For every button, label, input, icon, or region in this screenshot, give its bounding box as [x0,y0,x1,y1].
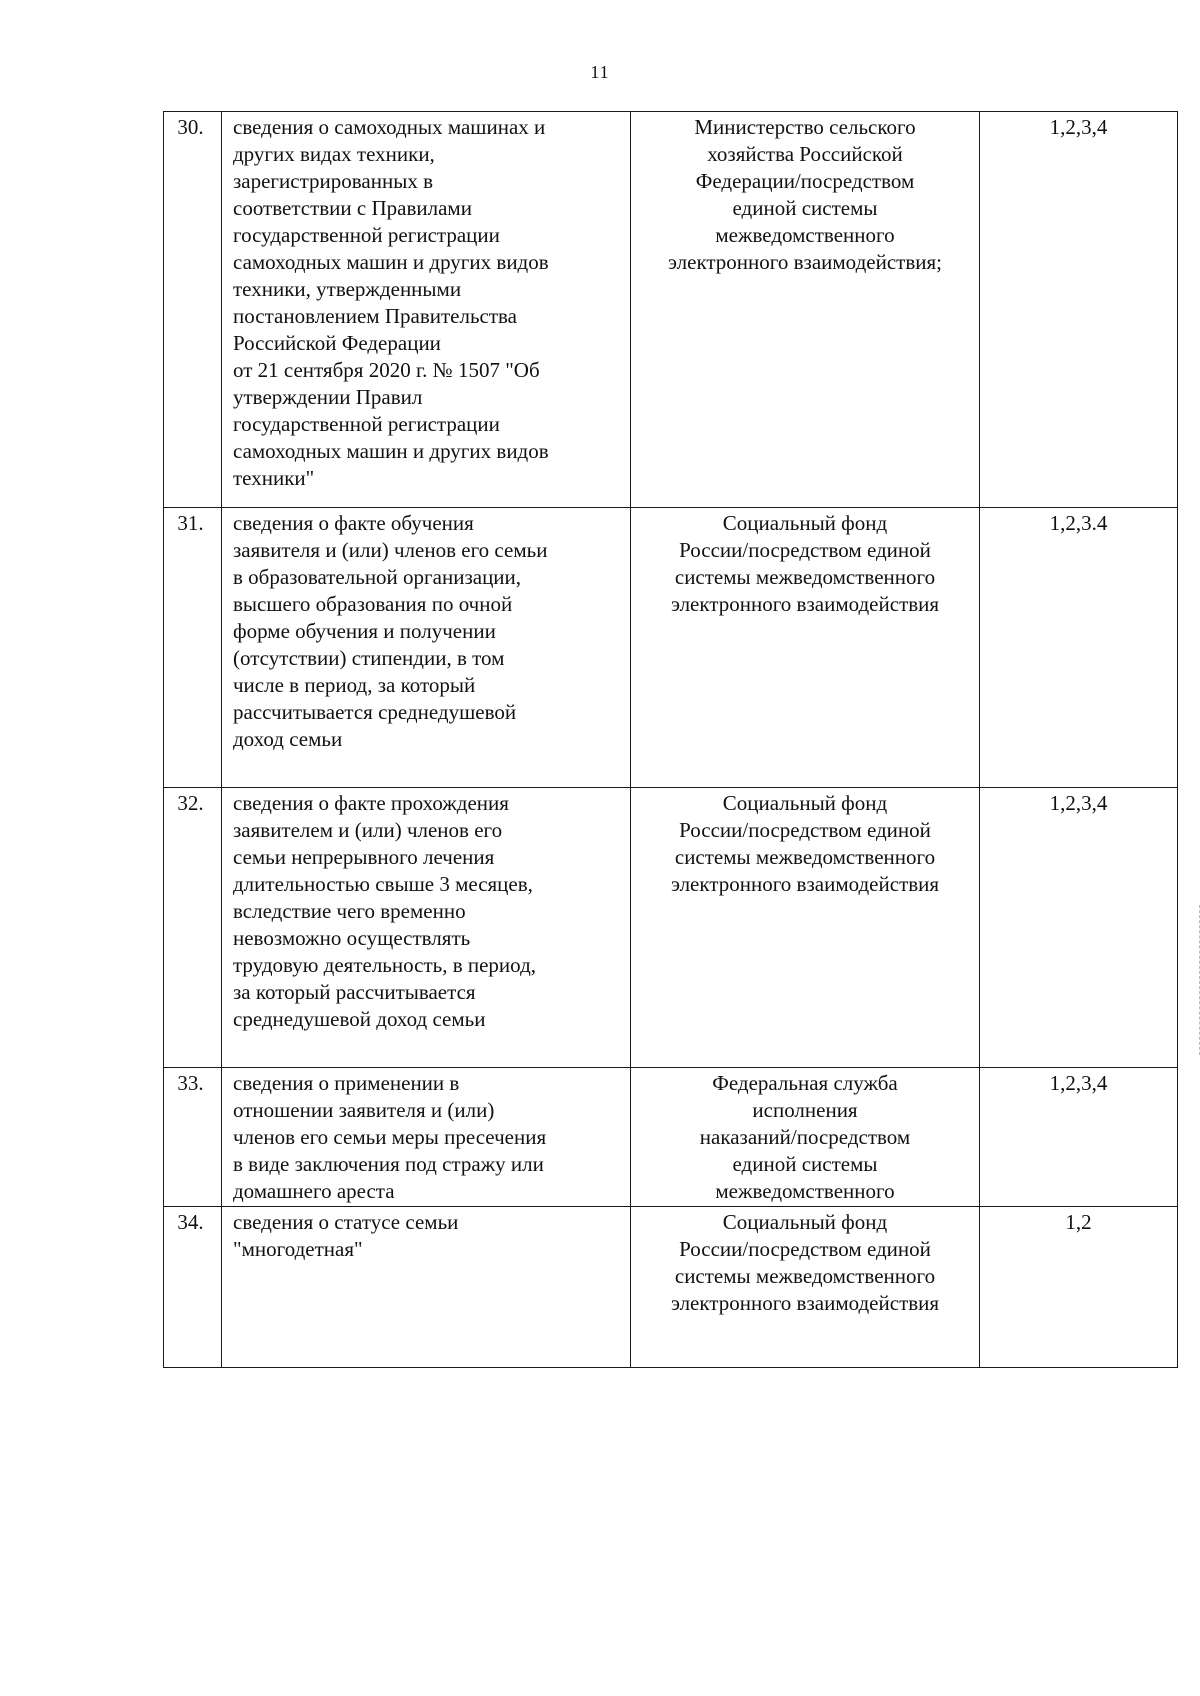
description-text: сведения о применении в отношении заявителя и (или) членов его семьи меры пресечения в виде заключения под стражу или домашнего ареста [233,1071,547,1203]
page-number: 11 [590,62,610,82]
description-cell [222,1068,631,1207]
codes-cell [980,112,1178,508]
row-number: 33. [177,1071,204,1095]
table-row [164,1068,1178,1207]
source-text: Федеральная служба исполнения наказаний/посредством единой системы межведомственного [699,1071,911,1202]
description-cell [222,112,631,508]
table-row [164,788,1178,1068]
description-text: сведения о статусе семьи "многодетная" [233,1210,459,1261]
source-text: Социальный фонд России/посредством единой системы межведомственного электронного взаимодействия [670,1210,940,1315]
data-table [163,111,1178,1368]
description-cell [222,788,631,1068]
codes-cell [980,788,1178,1068]
description-text: сведения о самоходных машинах и других видах техники, зарегистрированных в соответствии с Правилами государственной регистрации самоходных машин и других видов техники, утвержденными постановлением Правительства Российской Федерации от 21 сентября 2020 г. № 1507 "Об утверждении Правил государственной регистрации самоходных машин и других видов техники" [233,115,549,490]
description-text: сведения о факте обучения заявителя и (или) членов его семьи в образовательной организации, высшего образования по очной форме обучения и получении (отсутствии) стипендии, в том числе в период, за который рассчитывается среднедушевой доход семьи [233,511,548,751]
description-cell [222,1207,631,1368]
source-text: Социальный фонд России/посредством единой системы межведомственного электронного взаимодействия [670,791,940,896]
row-number-cell [164,1068,222,1207]
row-number-cell [164,112,222,508]
codes-text: 1,2,3,4 [1049,115,1108,139]
source-cell [631,788,980,1068]
row-number-cell [164,1207,222,1368]
codes-cell [980,508,1178,788]
source-cell [631,1068,980,1207]
row-number-cell [164,788,222,1068]
source-clip [635,1070,975,1202]
source-cell [631,508,980,788]
row-number-cell [164,508,222,788]
table-row [164,112,1178,508]
row-number: 30. [177,115,204,139]
codes-text: 1,2,3,4 [1049,791,1108,815]
table-row [164,508,1178,788]
codes-cell [980,1068,1178,1207]
row-number: 31. [177,511,204,535]
codes-text: 1,2,3,4 [1049,1071,1108,1095]
source-text: Социальный фонд России/посредством единой системы межведомственного электронного взаимодействия [670,511,940,616]
source-cell [631,112,980,508]
description-text: сведения о факте прохождения заявителем и (или) членов его семьи непрерывного лечения длительностью свыше 3 месяцев, вследствие чего временно невозможно осуществлять трудовую деятельность, в период, за который рассчитывается среднедушевой доход семьи [233,791,537,1031]
codes-cell [980,1207,1178,1368]
codes-text: 1,2,3.4 [1049,511,1108,535]
row-number: 34. [177,1210,204,1234]
source-cell [631,1207,980,1368]
row-number: 32. [177,791,204,815]
description-cell [222,508,631,788]
codes-text: 1,2 [1065,1210,1092,1234]
table-row [164,1207,1178,1368]
source-text: Министерство сельского хозяйства Российской Федерации/посредством единой системы межведомственного электронного взаимодействия; [668,115,942,274]
